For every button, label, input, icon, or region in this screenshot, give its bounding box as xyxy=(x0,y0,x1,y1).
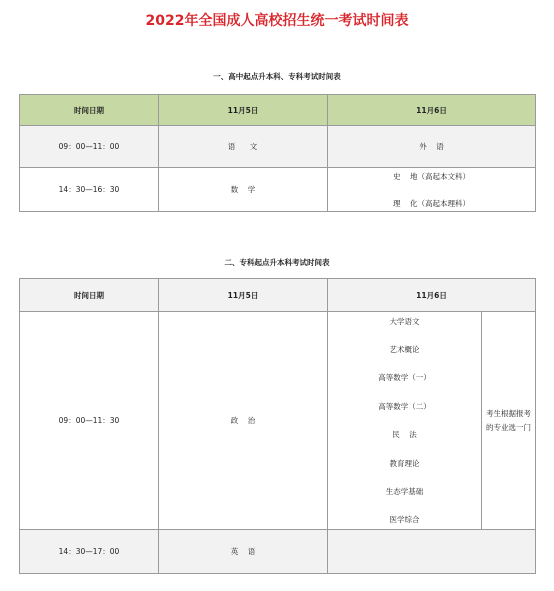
empty-cell xyxy=(328,530,536,574)
time-cell: 09：00—11：30 xyxy=(20,312,159,530)
header-nov6: 11月6日 xyxy=(328,95,536,126)
subject-cell: 语 文 xyxy=(159,126,328,168)
subject-cell-multi xyxy=(328,168,536,212)
subject-cell: 外 语 xyxy=(328,126,536,168)
page-title: 2022年全国成人高校招生统一考试时间表 xyxy=(145,13,409,29)
subject-item: 医学综合 xyxy=(389,515,420,525)
subject-item: 艺术概论 xyxy=(389,344,420,354)
subject-list-cell xyxy=(328,312,482,530)
table-row xyxy=(20,312,536,530)
section2-table xyxy=(19,278,536,574)
header-nov6: 11月6日 xyxy=(328,279,536,312)
subject-item: 史 地（高起本文科） xyxy=(392,171,471,181)
header-time-date: 时间日期 xyxy=(20,279,159,312)
subject-cell: 英 语 xyxy=(159,530,328,574)
header-time-date: 时间日期 xyxy=(20,95,159,126)
subject-item: 大学语文 xyxy=(389,316,420,326)
table-row xyxy=(20,168,536,212)
section1-heading: 一、高中起点升本科、专科考试时间表 xyxy=(213,72,341,81)
time-cell: 09：00—11：00 xyxy=(20,126,159,168)
subject-item: 民 法 xyxy=(392,430,417,440)
subject-item: 教育理论 xyxy=(389,458,420,468)
subject-item: 生态学基础 xyxy=(385,487,424,497)
table-row xyxy=(20,530,536,574)
header-nov5: 11月5日 xyxy=(159,95,328,126)
subject-cell: 数 学 xyxy=(159,168,328,212)
note-cell: 考生根据报考的专业选一门 xyxy=(482,312,536,530)
header-nov5: 11月5日 xyxy=(159,279,328,312)
subject-item: 理 化（高起本理科） xyxy=(392,198,471,208)
time-cell: 14：30—16：30 xyxy=(20,168,159,212)
table-header-row xyxy=(20,279,536,312)
table-header-row xyxy=(20,95,536,126)
subject-cell: 政 治 xyxy=(159,312,328,530)
subject-item: 高等数学（二） xyxy=(378,401,431,411)
section2-heading: 二、专科起点升本科考试时间表 xyxy=(224,258,330,267)
subject-item: 高等数学（一） xyxy=(378,373,431,383)
section1-table xyxy=(19,94,536,212)
table-row xyxy=(20,126,536,168)
time-cell: 14：30—17：00 xyxy=(20,530,159,574)
